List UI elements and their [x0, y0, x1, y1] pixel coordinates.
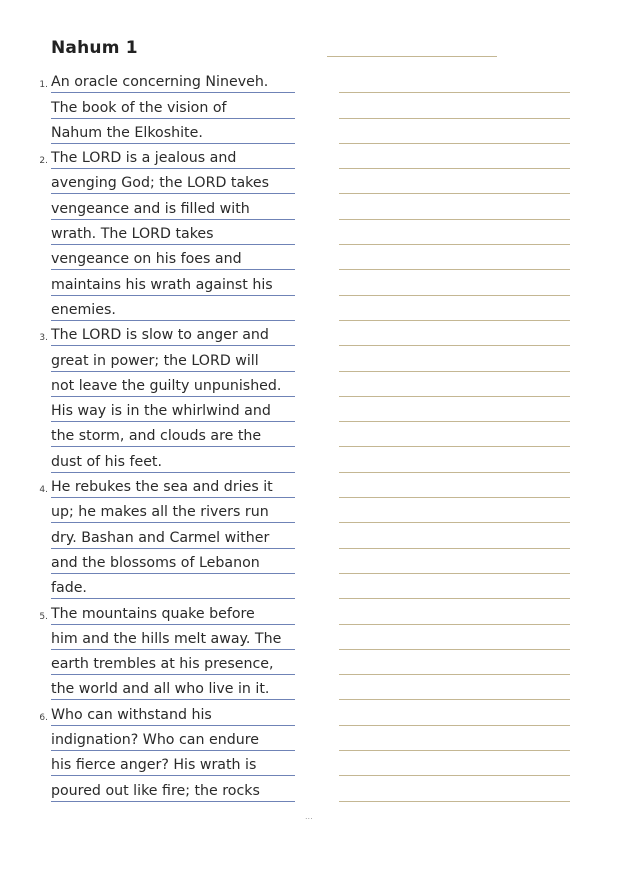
- writing-line[interactable]: [339, 372, 570, 397]
- text-line: [0, 119, 300, 144]
- verse-text: dust of his feet.: [51, 453, 163, 470]
- text-line: [0, 169, 300, 194]
- verse-text: the storm, and clouds are the: [51, 428, 262, 445]
- verse-text: vengeance on his foes and: [51, 251, 242, 268]
- writing-line[interactable]: [339, 296, 570, 321]
- writing-line[interactable]: [339, 220, 570, 245]
- writing-line[interactable]: [339, 119, 570, 144]
- writing-line[interactable]: [339, 473, 570, 498]
- writing-line[interactable]: [339, 574, 570, 599]
- writing-line[interactable]: [339, 68, 570, 93]
- text-line: [0, 422, 300, 447]
- verse-text: fade.: [51, 580, 87, 597]
- writing-line[interactable]: [339, 549, 570, 574]
- text-line: [0, 372, 300, 397]
- text-line: [0, 346, 300, 371]
- verse-text: His way is in the whirlwind and: [51, 403, 271, 420]
- verse-number: 5.: [39, 611, 48, 622]
- text-line: [0, 700, 300, 725]
- handwriting-practice-column: [339, 68, 570, 802]
- verse-text: An oracle concerning Nineveh.: [51, 74, 269, 91]
- writing-line[interactable]: [339, 650, 570, 675]
- text-underline: [51, 801, 295, 802]
- writing-line[interactable]: [339, 447, 570, 472]
- text-line: [0, 473, 300, 498]
- verse-text: The book of the vision of: [51, 99, 227, 116]
- text-line: [0, 296, 300, 321]
- writing-line[interactable]: [339, 194, 570, 219]
- verse-text: the world and all who live in it.: [51, 681, 270, 698]
- verse-text: not leave the guilty unpunished.: [51, 377, 282, 394]
- text-line: [0, 194, 300, 219]
- text-line: [0, 625, 300, 650]
- writing-line[interactable]: [339, 422, 570, 447]
- text-line: [0, 574, 300, 599]
- writing-line[interactable]: [339, 498, 570, 523]
- verse-number: 3.: [39, 333, 48, 344]
- verse-text: vengeance and is filled with: [51, 200, 250, 217]
- text-line: [0, 523, 300, 548]
- writing-line[interactable]: [339, 625, 570, 650]
- text-line: [0, 650, 300, 675]
- writing-line[interactable]: [339, 397, 570, 422]
- writing-line[interactable]: [339, 700, 570, 725]
- verse-number: 2.: [39, 156, 48, 167]
- writing-line[interactable]: [339, 776, 570, 801]
- text-line: [0, 93, 300, 118]
- verse-text: enemies.: [51, 301, 116, 318]
- verse-text: earth trembles at his presence,: [51, 656, 274, 673]
- verse-number: 4.: [39, 485, 48, 496]
- writing-line[interactable]: [339, 346, 570, 371]
- text-line: [0, 599, 300, 624]
- verse-number: 1.: [39, 80, 48, 91]
- text-line: [0, 549, 300, 574]
- verse-text: dry. Bashan and Carmel wither: [51, 529, 270, 546]
- writing-line[interactable]: [339, 675, 570, 700]
- text-line: [0, 675, 300, 700]
- text-line: [0, 776, 300, 801]
- writing-line[interactable]: [339, 144, 570, 169]
- writing-line[interactable]: [339, 245, 570, 270]
- text-line: [0, 397, 300, 422]
- verse-text: He rebukes the sea and dries it: [51, 479, 273, 496]
- text-line: [0, 726, 300, 751]
- verse-text: indignation? Who can endure: [51, 732, 259, 749]
- verse-text: him and the hills melt away. The: [51, 630, 282, 647]
- verse-text: poured out like fire; the rocks: [51, 782, 260, 799]
- text-line: [0, 68, 300, 93]
- text-line: [0, 321, 300, 346]
- verse-text: up; he makes all the rivers run: [51, 504, 269, 521]
- writing-line[interactable]: [339, 523, 570, 548]
- verse-text: great in power; the LORD will: [51, 352, 259, 369]
- verse-text: Who can withstand his: [51, 706, 212, 723]
- scripture-text-column: [0, 68, 300, 802]
- text-line: [0, 270, 300, 295]
- text-line: [0, 498, 300, 523]
- writing-line[interactable]: [339, 270, 570, 295]
- writing-line[interactable]: [339, 726, 570, 751]
- verse-number: 6.: [39, 712, 48, 723]
- verse-text: avenging God; the LORD takes: [51, 175, 269, 192]
- page-title: Nahum 1: [51, 38, 138, 58]
- writing-line[interactable]: [339, 93, 570, 118]
- title-writing-line: [327, 56, 497, 57]
- verse-text: The mountains quake before: [51, 605, 255, 622]
- verse-text: and the blossoms of Lebanon: [51, 554, 260, 571]
- verse-text: The LORD is a jealous and: [51, 150, 237, 167]
- verse-text: The LORD is slow to anger and: [51, 327, 269, 344]
- text-line: [0, 245, 300, 270]
- writing-line[interactable]: [339, 599, 570, 624]
- text-line: [0, 144, 300, 169]
- verse-text: maintains his wrath against his: [51, 276, 273, 293]
- text-line: [0, 220, 300, 245]
- page-footer-mark: ...: [305, 812, 313, 821]
- writing-line[interactable]: [339, 321, 570, 346]
- verse-text: wrath. The LORD takes: [51, 226, 214, 243]
- writing-line[interactable]: [339, 751, 570, 776]
- verse-text: his fierce anger? His wrath is: [51, 757, 257, 774]
- text-line: [0, 447, 300, 472]
- writing-line[interactable]: [339, 169, 570, 194]
- text-line: [0, 751, 300, 776]
- verse-text: Nahum the Elkoshite.: [51, 124, 203, 141]
